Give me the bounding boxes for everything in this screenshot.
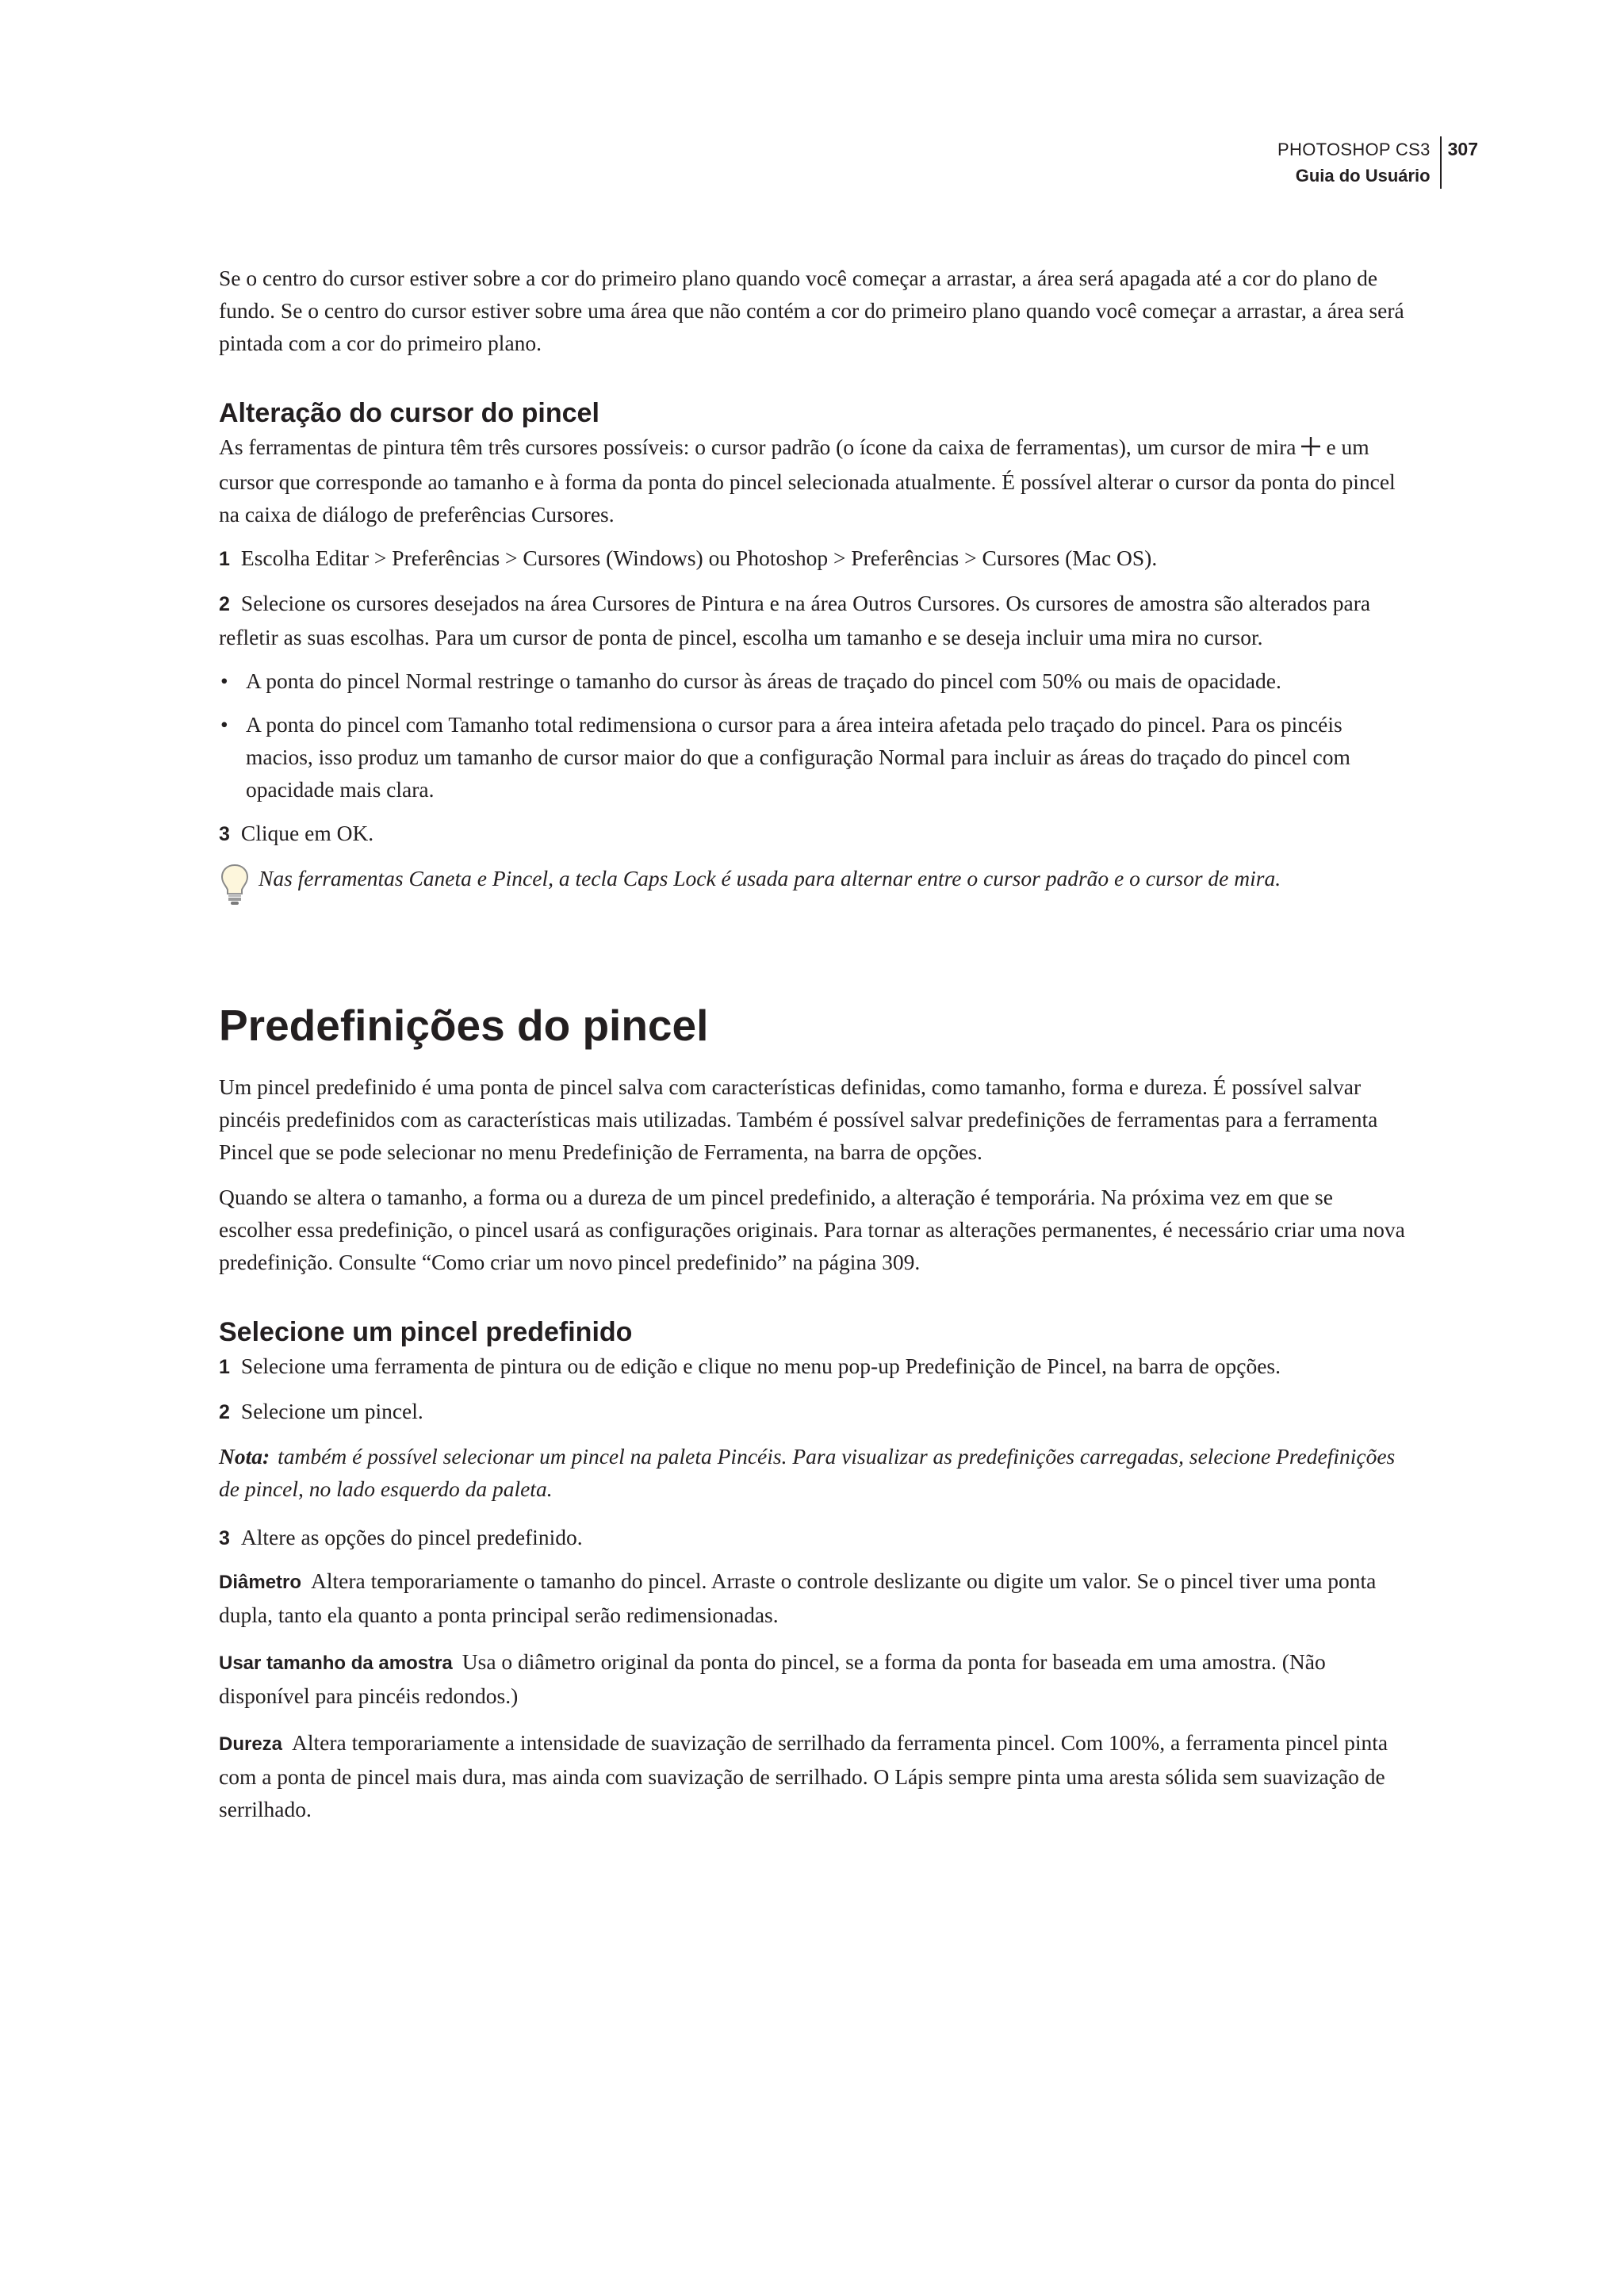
step-number: 3 [219,1527,230,1550]
definition-text: Usa o diâmetro original da ponta do pincel, se a forma da ponta for baseada em uma amostra. (Não disponível para pincéis redondos.) [219,1649,1326,1709]
select-step-2 [219,1395,1408,1429]
bullet-text: A ponta do pincel com Tamanho total redimensiona o cursor para a área inteira afetada pelo traçado do pincel. Para os pincéis macios, isso produz um tamanho de cursor maior do que a configuração Normal para incluir as áreas do traçado do pincel com opacidade mais clara. [246,712,1350,802]
definition-text: Altera temporariamente o tamanho do pincel. Arraste o controle deslizante ou digite um valor. Se o pincel tiver uma ponta dupla, tanto ela quanto a ponta principal serão redimensionadas. [219,1568,1377,1628]
step-3 [219,817,1408,851]
select-step-3 [219,1521,1408,1555]
definition-text: Altera temporariamente a intensidade de suavização de serrilhado da ferramenta pincel. Com 100%, a ferramenta pincel pinta com a ponta de pincel mais dura, mas ainda com suavização de serrilhado. O Lápis sempre pinta uma aresta sólida sem suavização de serrilhado. [219,1730,1388,1822]
definition-sample-size [219,1645,1408,1712]
header-text [1277,136,1440,189]
presets-paragraph-1: Um pincel predefinido é uma ponta de pincel salva com características definidas, como tamanho, forma e dureza. É possível salvar pincéis predefinidos com as características mais utilizadas. Também é possível salvar predefinições de ferramentas para a ferramenta Pincel que se pode selecionar no menu Predefinição de Ferramenta, na barra de opções. [219,1074,1378,1165]
bullet-dot: • [220,668,228,694]
section-heading-select-preset: Selecione um pincel predefinido [219,1317,633,1348]
step-number: 2 [219,593,230,616]
step-number: 3 [219,823,230,846]
cursor-paragraph-text-a: As ferramentas de pintura têm três cursores possíveis: o cursor padrão (o ícone da caixa de ferramentas), um cursor de mira [219,435,1297,459]
lightbulb-icon [219,862,259,910]
cursor-paragraph [219,431,1408,530]
intro-paragraph: Se o centro do cursor estiver sobre a cor do primeiro plano quando você começar a arrastar, a área será apagada até a cor do plano de fundo. Se o centro do cursor estiver sobre uma área que não contém a cor do primeiro plano quando você começar a arrastar, a área será pintada com a cor do primeiro plano. [219,266,1404,355]
bullet-item [219,708,1408,806]
step-text: Selecione os cursores desejados na área Cursores de Pintura e na área Outros Cursores. Os cursores de amostra são alterados para refletir as suas escolhas. Para um cursor de ponta de pincel, escolha um tamanho e se deseja incluir uma mira no cursor. [219,591,1371,650]
tip-box [219,862,1408,910]
step-1 [219,542,1408,576]
select-step-1 [219,1350,1408,1384]
step-text: Selecione um pincel. [240,1399,423,1424]
step-text: Escolha Editar > Preferências > Cursores (Windows) ou Photoshop > Preferências > Cursores (Mac OS). [240,546,1158,571]
page-number: 307 [1447,139,1478,159]
definition-term: Usar tamanho da amostra [219,1653,453,1675]
definition-term: Dureza [219,1733,283,1756]
tip-text: Nas ferramentas Caneta e Pincel, a tecla Caps Lock é usada para alternar entre o cursor padrão e o cursor de mira. [259,866,1281,891]
crosshair-icon [1300,433,1321,465]
definition-diameter [219,1564,1408,1631]
running-header [1277,136,1478,189]
page-body [219,262,1408,1825]
step-number: 1 [219,1356,230,1379]
definition-term: Diâmetro [219,1572,302,1594]
section-heading-cursor: Alteração do cursor do pincel [219,398,599,428]
step-2 [219,587,1408,653]
note [219,1440,1408,1505]
step-text: Selecione uma ferramenta de pintura ou de edição e clique no menu pop-up Predefinição de Pincel, na barra de opções. [240,1354,1281,1379]
note-text: também é possível selecionar um pincel na paleta Pincéis. Para visualizar as predefinições carregadas, selecione Predefinições de pincel, no lado esquerdo da paleta. [219,1444,1396,1502]
cursor-paragraph-text-b: e um cursor que corresponde ao tamanho e à forma da ponta do pincel selecionada atualmente. É possível alterar o cursor da ponta do pincel na caixa de diálogo de preferências Cursores. [219,435,1396,527]
section-heading-presets: Predefinições do pincel [219,1001,709,1051]
bullet-dot: • [220,712,228,737]
step-number: 2 [219,1401,230,1424]
step-text: Altere as opções do pincel predefinido. [240,1525,583,1550]
step-number: 1 [219,548,230,571]
step-text: Clique em OK. [240,821,374,846]
bullet-text: A ponta do pincel Normal restringe o tamanho do cursor às áreas de traçado do pincel com 50% ou mais de opacidade. [246,668,1281,694]
note-label: Nota: [219,1444,270,1469]
book-title: PHOTOSHOP CS3 [1277,140,1431,159]
bullet-item [219,664,1408,697]
definition-hardness [219,1726,1408,1825]
presets-paragraph-2: Quando se altera o tamanho, a forma ou a dureza de um pincel predefinido, a alteração é temporária. Na próxima vez em que se escolher essa predefinição, o pincel usará as configurações originais. Para tornar as alterações permanentes, é necessário criar uma nova predefinição. Consulte “Como criar um novo pincel predefinido” na página 309. [219,1185,1405,1275]
book-subtitle: Guia do Usuário [1295,166,1431,186]
